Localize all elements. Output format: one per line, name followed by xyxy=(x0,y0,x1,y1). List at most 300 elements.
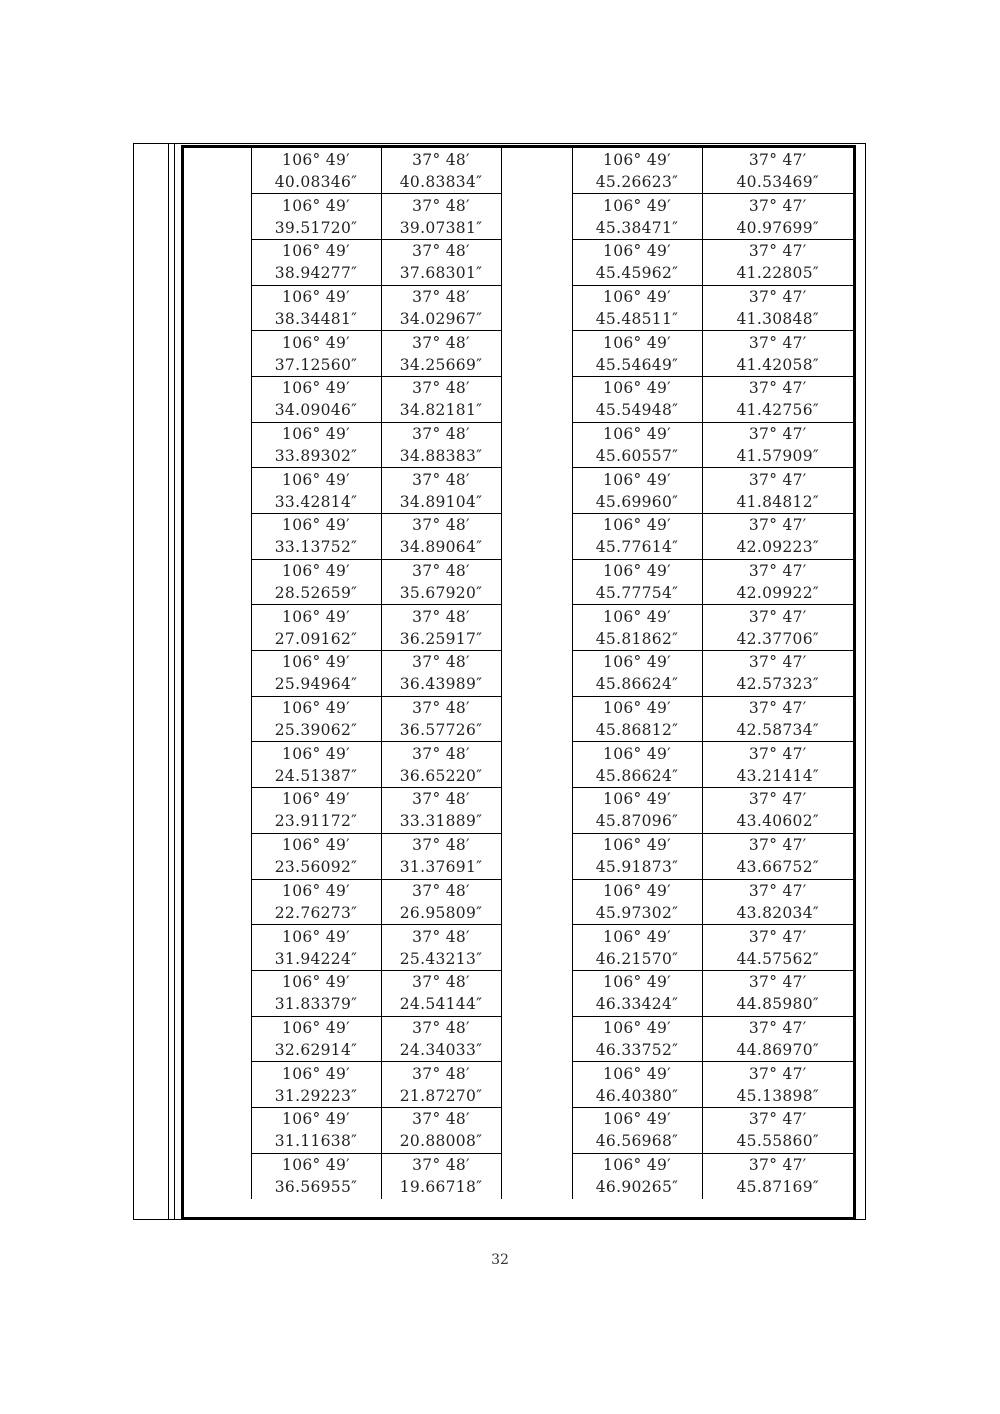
empty-cell xyxy=(184,788,251,834)
seconds-text: 36.56955″ xyxy=(274,1178,358,1197)
table-row xyxy=(184,651,853,697)
seconds-text: 45.87169″ xyxy=(736,1178,819,1197)
coordinate-table xyxy=(184,148,853,1199)
latitude-cell xyxy=(702,1153,853,1199)
degree-minute-text: 106° 49′ xyxy=(603,744,671,763)
seconds-text: 42.09922″ xyxy=(736,584,819,603)
seconds-text: 45.13898″ xyxy=(736,1086,819,1105)
table-row xyxy=(184,514,853,560)
table-row xyxy=(184,1062,853,1108)
seconds-text: 24.54144″ xyxy=(399,995,483,1014)
latitude-cell xyxy=(381,468,501,514)
longitude-cell xyxy=(572,239,702,285)
latitude-cell xyxy=(381,239,501,285)
table-divider-line xyxy=(168,143,169,1220)
seconds-text: 40.83834″ xyxy=(399,172,483,191)
seconds-text: 45.45962″ xyxy=(595,264,679,283)
empty-cell xyxy=(184,970,251,1016)
empty-cell xyxy=(184,148,251,194)
degree-minute-text: 37° 47′ xyxy=(748,562,807,581)
degree-minute-text: 37° 48′ xyxy=(412,927,470,946)
empty-cell xyxy=(184,742,251,788)
latitude-cell xyxy=(702,788,853,834)
degree-minute-text: 37° 47′ xyxy=(748,196,807,215)
longitude-cell xyxy=(251,970,381,1016)
degree-minute-text: 106° 49′ xyxy=(603,379,671,398)
seconds-text: 42.57323″ xyxy=(736,675,819,694)
degree-minute-text: 106° 49′ xyxy=(282,653,350,672)
seconds-text: 45.91873″ xyxy=(595,858,679,877)
longitude-cell xyxy=(572,833,702,879)
degree-minute-text: 106° 49′ xyxy=(603,516,671,535)
table-row xyxy=(184,1016,853,1062)
longitude-cell xyxy=(251,422,381,468)
degree-minute-text: 37° 47′ xyxy=(748,653,807,672)
empty-cell xyxy=(501,833,572,879)
longitude-cell xyxy=(251,1062,381,1108)
degree-minute-text: 106° 49′ xyxy=(603,287,671,306)
degree-minute-text: 37° 48′ xyxy=(412,333,470,352)
seconds-text: 45.60557″ xyxy=(595,446,679,465)
seconds-text: 38.94277″ xyxy=(274,264,358,283)
degree-minute-text: 106° 49′ xyxy=(603,1156,671,1175)
empty-cell xyxy=(501,422,572,468)
table-row xyxy=(184,970,853,1016)
seconds-text: 31.37691″ xyxy=(399,858,483,877)
seconds-text: 31.11638″ xyxy=(274,1132,358,1151)
latitude-cell xyxy=(381,148,501,194)
empty-cell xyxy=(501,925,572,971)
latitude-cell xyxy=(381,651,501,697)
empty-cell xyxy=(501,1153,572,1199)
longitude-cell xyxy=(572,696,702,742)
empty-cell xyxy=(184,468,251,514)
seconds-text: 22.76273″ xyxy=(274,903,358,922)
longitude-cell xyxy=(572,422,702,468)
latitude-cell xyxy=(381,422,501,468)
degree-minute-text: 106° 49′ xyxy=(282,1156,350,1175)
seconds-text: 45.77754″ xyxy=(595,584,679,603)
degree-minute-text: 106° 49′ xyxy=(603,424,671,443)
empty-cell xyxy=(501,879,572,925)
longitude-cell xyxy=(572,285,702,331)
longitude-cell xyxy=(572,559,702,605)
seconds-text: 36.57726″ xyxy=(399,721,483,740)
degree-minute-text: 106° 49′ xyxy=(282,1064,350,1083)
latitude-cell xyxy=(381,376,501,422)
degree-minute-text: 106° 49′ xyxy=(603,699,671,718)
latitude-cell xyxy=(702,833,853,879)
seconds-text: 25.94964″ xyxy=(274,675,358,694)
seconds-text: 36.43989″ xyxy=(399,675,483,694)
degree-minute-text: 37° 47′ xyxy=(748,1018,807,1037)
table-row xyxy=(184,925,853,971)
table-row xyxy=(184,148,853,194)
seconds-text: 43.40602″ xyxy=(736,812,819,831)
seconds-text: 40.08346″ xyxy=(274,172,358,191)
table-row xyxy=(184,422,853,468)
seconds-text: 33.89302″ xyxy=(274,446,358,465)
empty-cell xyxy=(184,879,251,925)
table-row xyxy=(184,1153,853,1199)
latitude-cell xyxy=(381,879,501,925)
seconds-text: 33.42814″ xyxy=(274,492,358,511)
degree-minute-text: 106° 49′ xyxy=(603,562,671,581)
latitude-cell xyxy=(702,651,853,697)
empty-cell xyxy=(501,970,572,1016)
longitude-cell xyxy=(572,1062,702,1108)
seconds-text: 25.39062″ xyxy=(274,721,358,740)
longitude-cell xyxy=(251,559,381,605)
degree-minute-text: 37° 47′ xyxy=(748,150,807,169)
longitude-cell xyxy=(572,1107,702,1153)
table-row xyxy=(184,331,853,377)
degree-minute-text: 106° 49′ xyxy=(603,1110,671,1129)
seconds-text: 41.42756″ xyxy=(736,401,819,420)
seconds-text: 43.82034″ xyxy=(736,903,819,922)
longitude-cell xyxy=(251,514,381,560)
seconds-text: 45.54649″ xyxy=(595,355,679,374)
seconds-text: 34.02967″ xyxy=(399,309,483,328)
degree-minute-text: 37° 47′ xyxy=(748,287,807,306)
degree-minute-text: 106° 49′ xyxy=(603,927,671,946)
empty-cell xyxy=(184,696,251,742)
degree-minute-text: 106° 49′ xyxy=(282,699,350,718)
seconds-text: 45.86624″ xyxy=(595,766,679,785)
table-row xyxy=(184,239,853,285)
longitude-cell xyxy=(251,605,381,651)
seconds-text: 34.09046″ xyxy=(274,401,358,420)
empty-cell xyxy=(184,331,251,377)
coordinate-table-body xyxy=(184,148,853,1199)
degree-minute-text: 37° 47′ xyxy=(748,881,807,900)
degree-minute-text: 37° 47′ xyxy=(748,927,807,946)
seconds-text: 46.33424″ xyxy=(595,995,679,1014)
degree-minute-text: 37° 48′ xyxy=(412,287,470,306)
degree-minute-text: 37° 48′ xyxy=(412,1018,470,1037)
degree-minute-text: 106° 49′ xyxy=(603,1064,671,1083)
seconds-text: 42.09223″ xyxy=(736,538,819,557)
longitude-cell xyxy=(251,696,381,742)
seconds-text: 39.51720″ xyxy=(274,218,358,237)
longitude-cell xyxy=(251,742,381,788)
latitude-cell xyxy=(702,925,853,971)
seconds-text: 31.29223″ xyxy=(274,1086,358,1105)
degree-minute-text: 37° 47′ xyxy=(748,379,807,398)
seconds-text: 41.30848″ xyxy=(736,309,819,328)
degree-minute-text: 37° 47′ xyxy=(748,516,807,535)
degree-minute-text: 37° 48′ xyxy=(412,470,470,489)
seconds-text: 41.84812″ xyxy=(736,492,819,511)
longitude-cell xyxy=(572,879,702,925)
longitude-cell xyxy=(251,651,381,697)
degree-minute-text: 106° 49′ xyxy=(603,790,671,809)
table-row xyxy=(184,559,853,605)
seconds-text: 34.89104″ xyxy=(399,492,483,511)
longitude-cell xyxy=(251,331,381,377)
latitude-cell xyxy=(381,331,501,377)
degree-minute-text: 106° 49′ xyxy=(603,150,671,169)
degree-minute-text: 37° 47′ xyxy=(748,424,807,443)
degree-minute-text: 106° 49′ xyxy=(282,1018,350,1037)
degree-minute-text: 37° 47′ xyxy=(748,242,807,261)
seconds-text: 46.33752″ xyxy=(595,1040,679,1059)
table-divider-line xyxy=(174,143,175,1220)
longitude-cell xyxy=(572,788,702,834)
degree-minute-text: 37° 48′ xyxy=(412,653,470,672)
degree-minute-text: 37° 47′ xyxy=(748,744,807,763)
seconds-text: 28.52659″ xyxy=(274,584,358,603)
latitude-cell xyxy=(381,1153,501,1199)
degree-minute-text: 37° 48′ xyxy=(412,836,470,855)
latitude-cell xyxy=(702,194,853,240)
longitude-cell xyxy=(251,879,381,925)
degree-minute-text: 37° 48′ xyxy=(412,973,470,992)
seconds-text: 26.95809″ xyxy=(399,903,483,922)
degree-minute-text: 37° 47′ xyxy=(748,973,807,992)
empty-cell xyxy=(184,194,251,240)
seconds-text: 19.66718″ xyxy=(399,1178,483,1197)
seconds-text: 46.40380″ xyxy=(595,1086,679,1105)
degree-minute-text: 106° 49′ xyxy=(282,470,350,489)
degree-minute-text: 106° 49′ xyxy=(282,424,350,443)
latitude-cell xyxy=(702,1107,853,1153)
degree-minute-text: 106° 49′ xyxy=(282,242,350,261)
seconds-text: 21.87270″ xyxy=(399,1086,483,1105)
seconds-text: 23.56092″ xyxy=(274,858,358,877)
empty-cell xyxy=(184,1016,251,1062)
seconds-text: 40.97699″ xyxy=(736,218,819,237)
seconds-text: 45.38471″ xyxy=(595,218,679,237)
page-number: 32 xyxy=(491,1252,509,1268)
table-row xyxy=(184,605,853,651)
degree-minute-text: 37° 47′ xyxy=(748,607,807,626)
latitude-cell xyxy=(702,514,853,560)
degree-minute-text: 106° 49′ xyxy=(282,562,350,581)
degree-minute-text: 106° 49′ xyxy=(282,973,350,992)
empty-cell xyxy=(501,1062,572,1108)
seconds-text: 24.51387″ xyxy=(274,766,358,785)
latitude-cell xyxy=(702,1062,853,1108)
degree-minute-text: 37° 48′ xyxy=(412,150,470,169)
empty-cell xyxy=(501,239,572,285)
latitude-cell xyxy=(381,194,501,240)
degree-minute-text: 37° 47′ xyxy=(748,1156,807,1175)
seconds-text: 38.34481″ xyxy=(274,309,358,328)
seconds-text: 37.12560″ xyxy=(274,355,358,374)
degree-minute-text: 106° 49′ xyxy=(282,196,350,215)
longitude-cell xyxy=(251,285,381,331)
longitude-cell xyxy=(572,514,702,560)
degree-minute-text: 106° 49′ xyxy=(282,744,350,763)
latitude-cell xyxy=(381,1107,501,1153)
seconds-text: 34.82181″ xyxy=(399,401,483,420)
empty-cell xyxy=(501,376,572,422)
empty-cell xyxy=(184,925,251,971)
degree-minute-text: 106° 49′ xyxy=(282,287,350,306)
seconds-text: 32.62914″ xyxy=(274,1040,358,1059)
degree-minute-text: 106° 49′ xyxy=(282,333,350,352)
longitude-cell xyxy=(251,376,381,422)
seconds-text: 31.83379″ xyxy=(274,995,358,1014)
empty-cell xyxy=(184,605,251,651)
latitude-cell xyxy=(702,422,853,468)
empty-cell xyxy=(501,148,572,194)
seconds-text: 41.42058″ xyxy=(736,355,819,374)
seconds-text: 34.89064″ xyxy=(399,538,483,557)
degree-minute-text: 37° 48′ xyxy=(412,607,470,626)
longitude-cell xyxy=(572,148,702,194)
degree-minute-text: 37° 47′ xyxy=(748,1064,807,1083)
empty-cell xyxy=(184,1107,251,1153)
longitude-cell xyxy=(572,1153,702,1199)
latitude-cell xyxy=(381,514,501,560)
latitude-cell xyxy=(702,879,853,925)
empty-cell xyxy=(184,1153,251,1199)
empty-cell xyxy=(184,559,251,605)
seconds-text: 44.85980″ xyxy=(736,995,819,1014)
degree-minute-text: 37° 47′ xyxy=(748,699,807,718)
seconds-text: 45.69960″ xyxy=(595,492,679,511)
table-row xyxy=(184,285,853,331)
degree-minute-text: 106° 49′ xyxy=(603,196,671,215)
seconds-text: 31.94224″ xyxy=(274,949,358,968)
seconds-text: 44.86970″ xyxy=(736,1040,819,1059)
empty-cell xyxy=(501,514,572,560)
degree-minute-text: 106° 49′ xyxy=(603,333,671,352)
degree-minute-text: 37° 48′ xyxy=(412,1156,470,1175)
longitude-cell xyxy=(251,1153,381,1199)
table-row xyxy=(184,833,853,879)
empty-cell xyxy=(184,376,251,422)
longitude-cell xyxy=(251,788,381,834)
longitude-cell xyxy=(572,468,702,514)
seconds-text: 45.26623″ xyxy=(595,172,679,191)
seconds-text: 46.21570″ xyxy=(595,949,679,968)
longitude-cell xyxy=(572,331,702,377)
table-row xyxy=(184,376,853,422)
longitude-cell xyxy=(251,1016,381,1062)
empty-cell xyxy=(501,559,572,605)
latitude-cell xyxy=(702,605,853,651)
latitude-cell xyxy=(702,1016,853,1062)
seconds-text: 42.58734″ xyxy=(736,721,819,740)
longitude-cell xyxy=(251,239,381,285)
longitude-cell xyxy=(572,970,702,1016)
seconds-text: 43.66752″ xyxy=(736,858,819,877)
latitude-cell xyxy=(702,742,853,788)
latitude-cell xyxy=(381,1062,501,1108)
empty-cell xyxy=(501,788,572,834)
latitude-cell xyxy=(381,559,501,605)
seconds-text: 41.57909″ xyxy=(736,446,819,465)
table-row xyxy=(184,879,853,925)
empty-cell xyxy=(184,1062,251,1108)
empty-cell xyxy=(184,833,251,879)
degree-minute-text: 106° 49′ xyxy=(603,836,671,855)
latitude-cell xyxy=(702,148,853,194)
empty-cell xyxy=(501,605,572,651)
seconds-text: 24.34033″ xyxy=(399,1040,483,1059)
longitude-cell xyxy=(572,651,702,697)
table-row xyxy=(184,1107,853,1153)
seconds-text: 46.56968″ xyxy=(595,1132,679,1151)
longitude-cell xyxy=(572,742,702,788)
longitude-cell xyxy=(572,605,702,651)
latitude-cell xyxy=(381,970,501,1016)
degree-minute-text: 37° 48′ xyxy=(412,516,470,535)
degree-minute-text: 37° 48′ xyxy=(412,881,470,900)
seconds-text: 45.55860″ xyxy=(736,1132,819,1151)
table-row xyxy=(184,194,853,240)
seconds-text: 36.65220″ xyxy=(399,766,483,785)
table-row xyxy=(184,696,853,742)
longitude-cell xyxy=(572,1016,702,1062)
longitude-cell xyxy=(572,194,702,240)
degree-minute-text: 106° 49′ xyxy=(282,379,350,398)
seconds-text: 23.91172″ xyxy=(274,812,358,831)
seconds-text: 34.25669″ xyxy=(399,355,483,374)
seconds-text: 42.37706″ xyxy=(736,629,819,648)
table-row xyxy=(184,742,853,788)
degree-minute-text: 37° 48′ xyxy=(412,196,470,215)
seconds-text: 40.53469″ xyxy=(736,172,819,191)
degree-minute-text: 106° 49′ xyxy=(282,790,350,809)
empty-cell xyxy=(501,1016,572,1062)
seconds-text: 45.77614″ xyxy=(595,538,679,557)
table-row xyxy=(184,468,853,514)
degree-minute-text: 37° 48′ xyxy=(412,790,470,809)
seconds-text: 36.25917″ xyxy=(399,629,483,648)
latitude-cell xyxy=(381,925,501,971)
seconds-text: 45.86624″ xyxy=(595,675,679,694)
degree-minute-text: 106° 49′ xyxy=(603,470,671,489)
degree-minute-text: 37° 48′ xyxy=(412,242,470,261)
degree-minute-text: 106° 49′ xyxy=(603,607,671,626)
degree-minute-text: 106° 49′ xyxy=(282,1110,350,1129)
seconds-text: 45.87096″ xyxy=(595,812,679,831)
seconds-text: 39.07381″ xyxy=(399,218,483,237)
latitude-cell xyxy=(381,285,501,331)
degree-minute-text: 37° 47′ xyxy=(748,470,807,489)
longitude-cell xyxy=(572,376,702,422)
degree-minute-text: 106° 49′ xyxy=(282,150,350,169)
seconds-text: 33.13752″ xyxy=(274,538,358,557)
latitude-cell xyxy=(381,696,501,742)
degree-minute-text: 37° 47′ xyxy=(748,836,807,855)
degree-minute-text: 37° 48′ xyxy=(412,699,470,718)
longitude-cell xyxy=(572,925,702,971)
seconds-text: 35.67920″ xyxy=(399,584,483,603)
latitude-cell xyxy=(381,742,501,788)
longitude-cell xyxy=(251,1107,381,1153)
longitude-cell xyxy=(251,925,381,971)
latitude-cell xyxy=(702,239,853,285)
empty-cell xyxy=(501,1107,572,1153)
empty-cell xyxy=(501,194,572,240)
empty-cell xyxy=(184,239,251,285)
seconds-text: 34.88383″ xyxy=(399,446,483,465)
degree-minute-text: 37° 48′ xyxy=(412,1064,470,1083)
seconds-text: 33.31889″ xyxy=(399,812,483,831)
latitude-cell xyxy=(702,376,853,422)
degree-minute-text: 37° 48′ xyxy=(412,379,470,398)
empty-cell xyxy=(501,285,572,331)
degree-minute-text: 106° 49′ xyxy=(603,653,671,672)
degree-minute-text: 37° 48′ xyxy=(412,424,470,443)
longitude-cell xyxy=(251,833,381,879)
longitude-cell xyxy=(251,468,381,514)
